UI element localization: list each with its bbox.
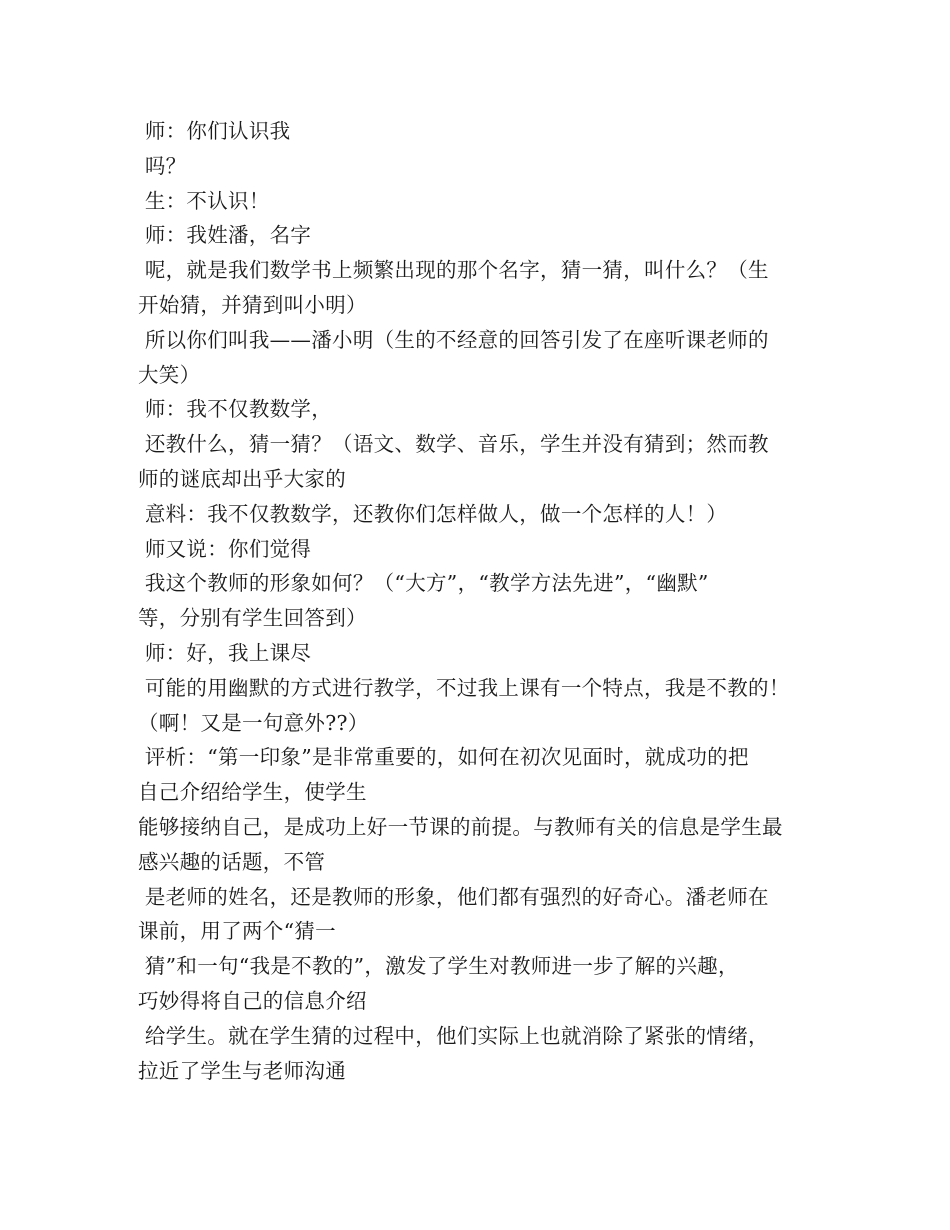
- text-line: 给学生。就在学生猜的过程中，他们实际上也就消除了紧张的情绪，: [138, 1023, 769, 1048]
- text-line: 师的谜底却出乎大家的: [138, 466, 346, 491]
- text-line: 生：不认识！: [138, 188, 270, 213]
- text-line: 我这个教师的形象如何？（“大方”，“教学方法先进”，“幽默”: [138, 571, 709, 596]
- text-line: 意料：我不仅教数学，还教你们怎样做人，做一个怎样的人！）: [138, 501, 728, 526]
- text-line: 自己介绍给学生，使学生: [138, 780, 367, 805]
- text-line: 拉近了学生与老师沟通: [138, 1058, 346, 1083]
- text-line: 是老师的姓名，还是教师的形象，他们都有强烈的好奇心。潘老师在: [138, 884, 769, 909]
- text-line: 评析：“第一印象”是非常重要的，如何在初次见面时，就成功的把: [138, 745, 749, 770]
- text-line: 猜”和一句“我是不教的”，激发了学生对教师进一步了解的兴趣，: [138, 954, 739, 979]
- text-line: 大笑）: [138, 362, 201, 387]
- text-line: 还教什么，猜一猜？（语文、数学、音乐，学生并没有猜到；然而教: [138, 432, 769, 457]
- text-line: 开始猜，并猜到叫小明）: [138, 292, 367, 317]
- text-line: 师：你们认识我: [138, 119, 291, 143]
- text-line: 吗？: [138, 153, 187, 178]
- text-line: 等，分别有学生回答到）: [138, 606, 367, 631]
- document-body: [138, 114, 838, 1088]
- text-line: （啊！又是一句意外??）: [138, 710, 369, 735]
- text-line: 感兴趣的话题，不管: [138, 849, 326, 874]
- text-line: 呢，就是我们数学书上频繁出现的那个名字，猜一猜，叫什么？（生: [138, 258, 769, 283]
- text-line: 可能的用幽默的方式进行教学，不过我上课有一个特点，我是不教的！: [138, 675, 790, 700]
- text-line: 巧妙得将自己的信息介绍: [138, 988, 367, 1013]
- text-line: 所以你们叫我——潘小明（生的不经意的回答引发了在座听课老师的: [138, 327, 769, 352]
- text-line: 课前，用了两个“猜一: [138, 919, 336, 944]
- text-line: 能够接纳自己，是成功上好一节课的前提。与教师有关的信息是学生最: [138, 814, 783, 839]
- text-line: 师：好，我上课尽: [138, 640, 312, 665]
- text-line: 师：我姓潘，名字: [138, 223, 312, 248]
- text-line: 师又说：你们觉得: [138, 536, 312, 561]
- text-line: 师：我不仅教数学，: [138, 397, 333, 422]
